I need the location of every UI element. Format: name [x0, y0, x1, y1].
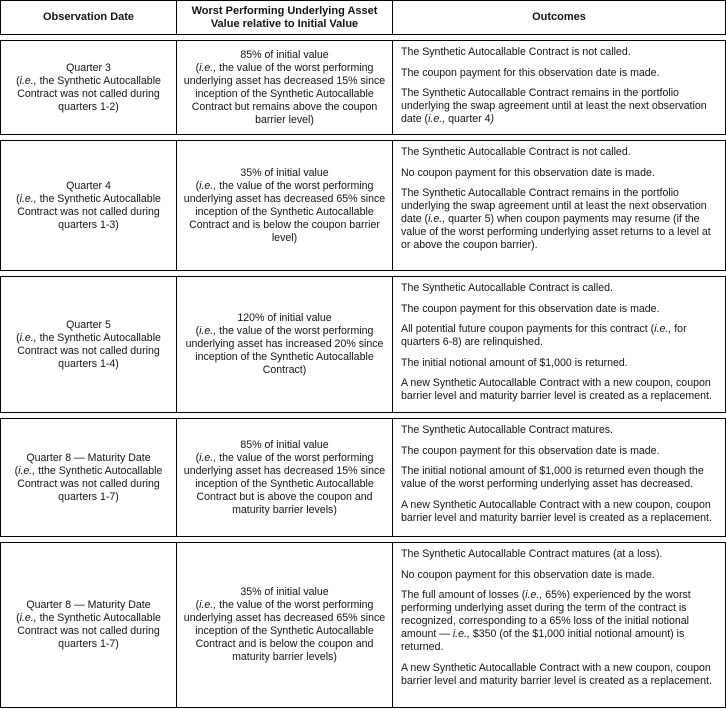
outcome-paragraph: The Synthetic Autocallable Contract is not called.	[401, 46, 631, 58]
asset-value-cell	[176, 41, 392, 134]
asset-value-cell	[176, 543, 392, 707]
header-observation-date: Observation Date	[42, 11, 135, 23]
value-note: (i.e., the value of the worst performing underlying asset has decreased 65% since inception of the Synthetic Autocallable Contract and is below the coupon and maturity barrier levels)	[183, 599, 386, 663]
table-header-row	[0, 0, 726, 35]
outcome-paragraph: The coupon payment for this observation date is made.	[401, 66, 660, 79]
outcome-paragraph: The Synthetic Autocallable Contract remains in the portfolio underlying the swap agreement until at least the next observation date (i.e., quarter 5) when coupon payments may resume (if the value of the worst performing underlying asset returns to a level at or above the coupon barrier).	[401, 187, 711, 251]
value-label: 85% of initial value	[240, 48, 329, 61]
observation-date-cell	[1, 277, 176, 412]
outcome-paragraph: The initial notional amount of $1,000 is returned even though the value of the worst performing underlying asset has decreased.	[401, 465, 704, 490]
outcome-paragraph: All potential future coupon payments for this contract (i.e., for quarters 6-8) are relinquished.	[401, 323, 687, 348]
outcome-paragraph: No coupon payment for this observation date is made.	[401, 166, 655, 179]
outcome-paragraph: The Synthetic Autocallable Contract matures.	[401, 424, 613, 436]
outcome-paragraph: The Synthetic Autocallable Contract is called.	[401, 282, 613, 294]
observation-date-cell	[1, 543, 176, 707]
table-row-quarter-8-below-barrier	[0, 542, 726, 708]
outcome-paragraph: The coupon payment for this observation date is made.	[401, 302, 660, 315]
table-row-quarter-5	[0, 276, 726, 413]
value-note: (i.e., the value of the worst performing underlying asset has decreased 15% since inception of the Synthetic Autocallable Contract but remains above the coupon barrier level)	[183, 61, 386, 126]
outcome-paragraph: The coupon payment for this observation date is made.	[401, 444, 660, 457]
value-note: (i.e., the value of the worst performing underlying asset has decreased 15% since inception of the Synthetic Autocallable Contract but is above the coupon and maturity barrier levels)	[183, 451, 386, 516]
quarter-label: Quarter 3	[66, 61, 111, 74]
value-label: 35% of initial value	[240, 586, 329, 598]
asset-value-cell	[176, 277, 392, 412]
observation-note: (i.e., the Synthetic Autocallable Contract was not called during quarters 1-2)	[16, 74, 161, 113]
value-note: (i.e., the value of the worst performing underlying asset has increased 20% since inception of the Synthetic Autocallable Contract)	[185, 325, 384, 376]
outcome-paragraph: No coupon payment for this observation date is made.	[401, 568, 655, 581]
asset-value-cell	[176, 141, 392, 270]
table-row-quarter-4	[0, 140, 726, 271]
table-row-quarter-8-above-barrier	[0, 418, 726, 537]
asset-value-cell	[176, 419, 392, 536]
observation-note: (i.e., tthe Synthetic Autocallable Contract was not called during quarters 1-7)	[14, 464, 163, 503]
observation-date-cell	[1, 141, 176, 270]
outcome-paragraph: The Synthetic Autocallable Contract matures (at a loss).	[401, 548, 663, 560]
outcome-paragraph: A new Synthetic Autocallable Contract with a new coupon, coupon barrier level and maturity barrier level is created as a replacement.	[401, 377, 712, 402]
outcome-paragraph: The Synthetic Autocallable Contract remains in the portfolio underlying the swap agreement until at least the next observation date (i.e., quarter 4)	[401, 87, 707, 125]
outcomes-cell	[392, 141, 725, 270]
outcome-paragraph: The initial notional amount of $1,000 is returned.	[401, 356, 628, 369]
quarter-label: Quarter 8 — Maturity Date	[26, 451, 151, 464]
value-note: (i.e., the value of the worst performing underlying asset has decreased 65% since inception of the Synthetic Autocallable Contract and is below the coupon barrier level)	[183, 179, 386, 244]
outcomes-cell	[392, 277, 725, 412]
outcome-paragraph: A new Synthetic Autocallable Contract with a new coupon, coupon barrier level and maturity barrier level is created as a replacement.	[401, 498, 712, 524]
quarter-label: Quarter 8 — Maturity Date	[26, 599, 151, 611]
quarter-label: Quarter 4	[66, 179, 111, 192]
value-label: 120% of initial value	[237, 312, 332, 324]
observation-note: (i.e., the Synthetic Autocallable Contract was not called during quarters 1-7)	[16, 612, 161, 650]
value-label: 85% of initial value	[240, 438, 329, 451]
observation-note: (i.e., the Synthetic Autocallable Contract was not called during quarters 1-4)	[16, 331, 161, 370]
outcomes-cell	[392, 543, 725, 707]
observation-date-cell	[1, 419, 176, 536]
outcomes-cell	[392, 41, 725, 134]
outcome-paragraph: The full amount of losses (i.e., 65%) experienced by the worst performing underlying asset during the term of the contract is recognized, corresponding to a 65% loss of the initial notional amount — i.e., $350 (of the $1,000 initial notional amount) is returned.	[401, 589, 691, 653]
table-row-quarter-3	[0, 40, 726, 135]
observation-date-cell	[1, 41, 176, 134]
outcomes-cell	[392, 419, 725, 536]
outcome-paragraph: A new Synthetic Autocallable Contract with a new coupon, coupon barrier level and maturity barrier level is created as a replacement.	[401, 661, 712, 687]
header-worst-performing-value: Worst Performing Underlying Asset Value relative to Initial Value	[176, 1, 392, 34]
outcome-paragraph: The Synthetic Autocallable Contract is not called.	[401, 146, 631, 158]
quarter-label: Quarter 5	[66, 318, 111, 331]
observation-note: (i.e., the Synthetic Autocallable Contract was not called during quarters 1-3)	[16, 192, 161, 231]
header-outcomes: Outcomes	[392, 1, 725, 34]
value-label: 35% of initial value	[240, 166, 329, 179]
